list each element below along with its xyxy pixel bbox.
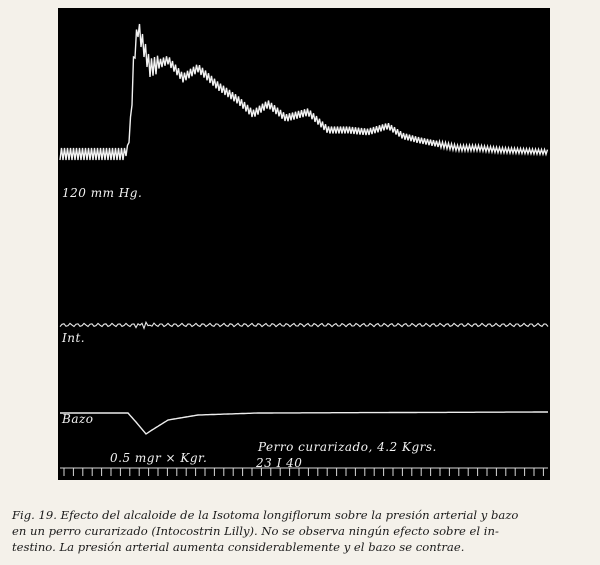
date-label: 23 I 40	[256, 456, 303, 470]
spleen-label: Bazo	[62, 412, 94, 426]
caption-line-1: Fig. 19. Efecto del alcaloide de la Isotoma longiflorum sobre la presión arterial y bazo	[12, 508, 519, 522]
dose-label: 0.5 mgr × Kgr.	[110, 451, 208, 465]
intestine-label: Int.	[62, 331, 86, 345]
spleen-trace	[60, 412, 548, 434]
kymograph-traces	[58, 8, 550, 480]
figure-caption	[12, 507, 590, 555]
kymograph-figure	[58, 8, 550, 480]
caption-line-2: en un perro curarizado (Intocostrin Lilly). No se observa ningún efecto sobre el in-	[12, 524, 499, 538]
intestine-trace	[60, 322, 548, 328]
subject-label: Perro curarizado, 4.2 Kgrs.	[258, 440, 437, 454]
time-marker-ticks	[64, 468, 543, 476]
blood-pressure-trace	[60, 24, 548, 160]
pressure-scale-label: 120 mm Hg.	[62, 186, 143, 200]
caption-line-3: testino. La presión arterial aumenta considerablemente y el bazo se contrae.	[12, 540, 465, 554]
